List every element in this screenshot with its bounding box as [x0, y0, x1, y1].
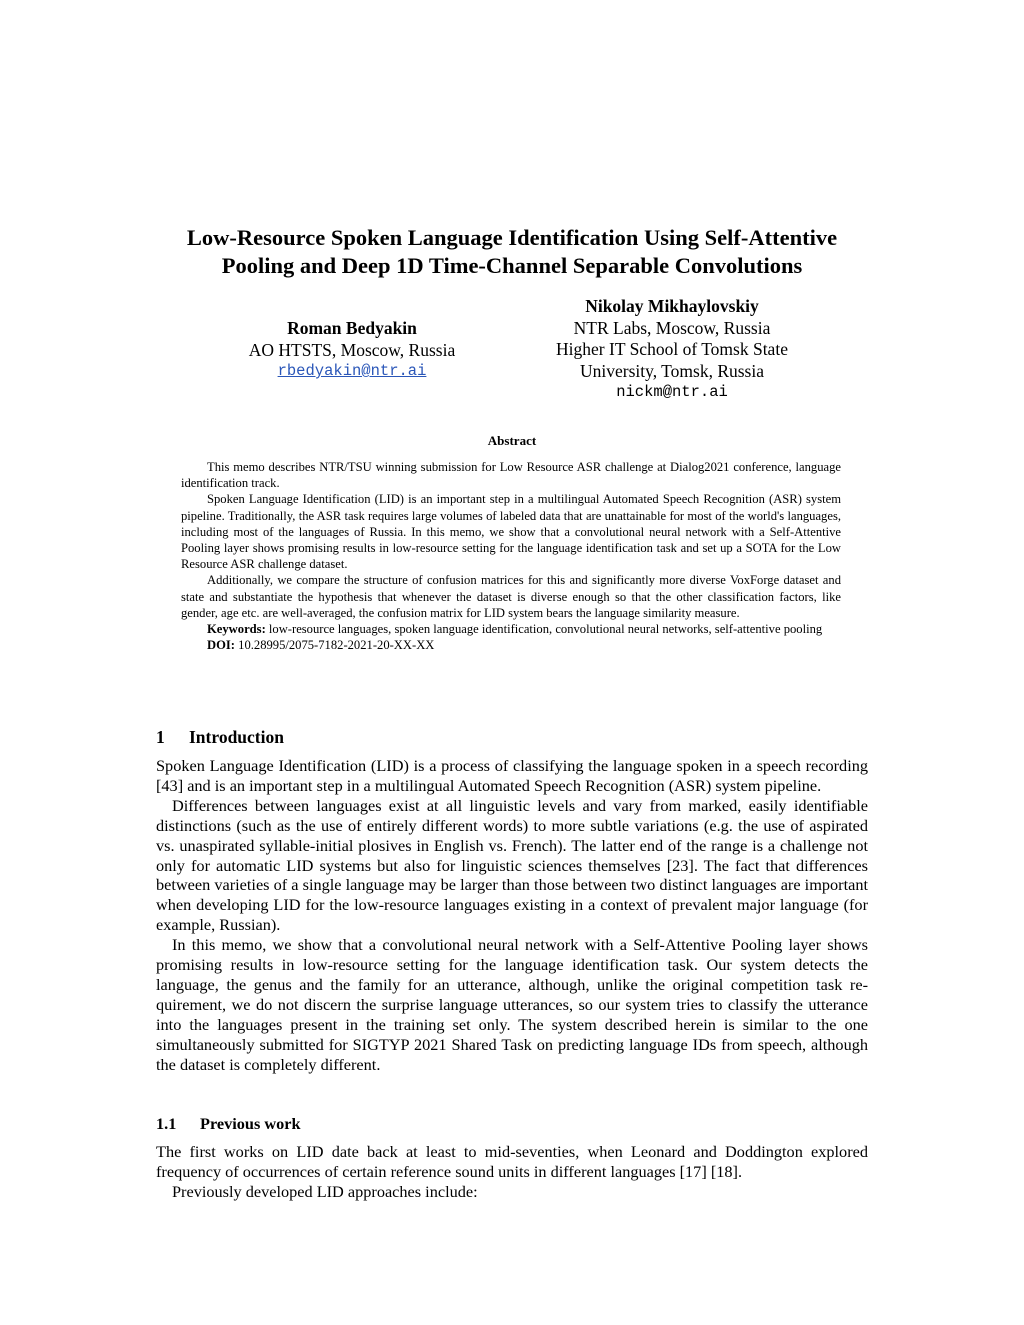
intro-paragraph-1: Spoken Language Identification (LID) is a process of classifying the language spoken in a speech recording [43] and is an important step in a multilingual Automated Speech Recognition (ASR) system pipeline.	[156, 756, 868, 795]
abstract-paragraph-2: Spoken Language Identification (LID) is an important step in a multilingual Automated Speech Recognition (ASR) system pipeline. Traditionally, the ASR task requires large volumes of labeled data that are unattainable for most of the world's languages, including most of the languages of Russia. In this memo, we show that a convolutional neural network with a Self-Attentive Pooling layer shows promising results in low-resource setting for the language identification task and set up a SOTA for the Low Resource ASR challenge dataset.	[181, 492, 841, 572]
intro-paragraph-2: Differences between languages exist at all linguistic levels and vary from marked, easily identifiable distinctions (such as the use of entirely different words) to more subtle variations (e.g. the use of aspirated vs. unaspirated syllable-initial plosives in English vs. French). The latter end of the range is a challenge not only for automatic LID systems but also for linguistic sciences themselves [23]. The fact that differences between varieties of a single language may be larger than those between two distinct languages are important when developing LID for the low-resource languages existing in a context of prevalent major language (for example, Russian).	[156, 795, 868, 935]
author-1-email-link[interactable]: rbedyakin@ntr.ai	[277, 362, 427, 380]
previous-work-paragraph-2: Previously developed LID approaches include:	[172, 1181, 478, 1201]
abstract-paragraph-1: This memo describes NTR/TSU winning submission for Low Resource ASR challenge at Dialog2021 conference, language identification track.	[181, 460, 841, 491]
previous-work-paragraph-1: The first works on LID date back at least to mid-seventies, when Leonard and Doddington explored frequency of occurrences of certain reference sound units in different languages [17] [18].	[156, 1142, 868, 1181]
paper-title	[120, 224, 904, 280]
section-1-1-heading	[156, 1114, 301, 1134]
section-1-heading	[156, 726, 284, 748]
author-2-affiliation-1: NTR Labs, Moscow, Russia	[573, 317, 771, 338]
doi-text: 10.28995/2075-7182-2021-20-XX-XX	[235, 638, 435, 653]
author-2	[530, 296, 814, 404]
doi-label: DOI:	[207, 638, 235, 653]
abstract-heading: Abstract	[487, 433, 537, 448]
author-1-name: Roman Bedyakin	[287, 318, 417, 338]
keywords	[181, 621, 841, 637]
abstract-paragraph-3: Additionally, we compare the structure of confusion matrices for this and significantly more diverse VoxForge dataset and state and substantiate the hypothesis that whenever the dataset is diverse enough so that the other classification factors, like gender, age etc. are well-averaged, the confusion matrix for LID system bears the language similarity measure.	[181, 573, 841, 620]
author-2-affiliation-3: University, Tomsk, Russia	[580, 360, 764, 381]
title-line-1: Low-Resource Spoken Language Identification Using Self-Attentive	[186, 225, 838, 250]
author-2-affiliation-2: Higher IT School of Tomsk State	[556, 339, 788, 359]
keywords-text: low-resource languages, spoken language identification, convolutional neural networks, self-attentive pooling	[265, 622, 823, 637]
section-1-1-title: Previous work	[200, 1114, 301, 1133]
author-2-name: Nikolay Mikhaylovskiy	[585, 296, 759, 316]
section-1-body	[156, 756, 868, 1075]
section-1-number: 1	[156, 727, 165, 747]
abstract-body	[181, 459, 841, 653]
author-2-email: nickm@ntr.ai	[616, 383, 728, 401]
author-1	[218, 318, 486, 383]
section-1-title: Introduction	[189, 727, 284, 747]
title-line-2: Pooling and Deep 1D Time-Channel Separable Convolutions	[221, 253, 803, 278]
author-1-affiliation: AO HTSTS, Moscow, Russia	[248, 339, 456, 360]
section-1-1-number: 1.1	[156, 1114, 177, 1133]
keywords-label: Keywords:	[207, 622, 266, 637]
section-1-1-body	[156, 1142, 868, 1202]
intro-paragraph-3: In this memo, we show that a convolutional neural network with a Self-Attentive Pooling layer shows promising results in low-resource setting for the language identification task. Our system detects the language, the genus and the family for an utterance, although, unlike the original competition task requirement, we do not discern the surprise language utterances, so our system tries to classify the utterance into the languages present in the training set only. The system described herein is similar to the one simultaneously submitted for SIGTYP 2021 Shared Task on predicting language IDs from speech, although the dataset is completely different.	[156, 935, 868, 1074]
doi	[181, 637, 841, 653]
